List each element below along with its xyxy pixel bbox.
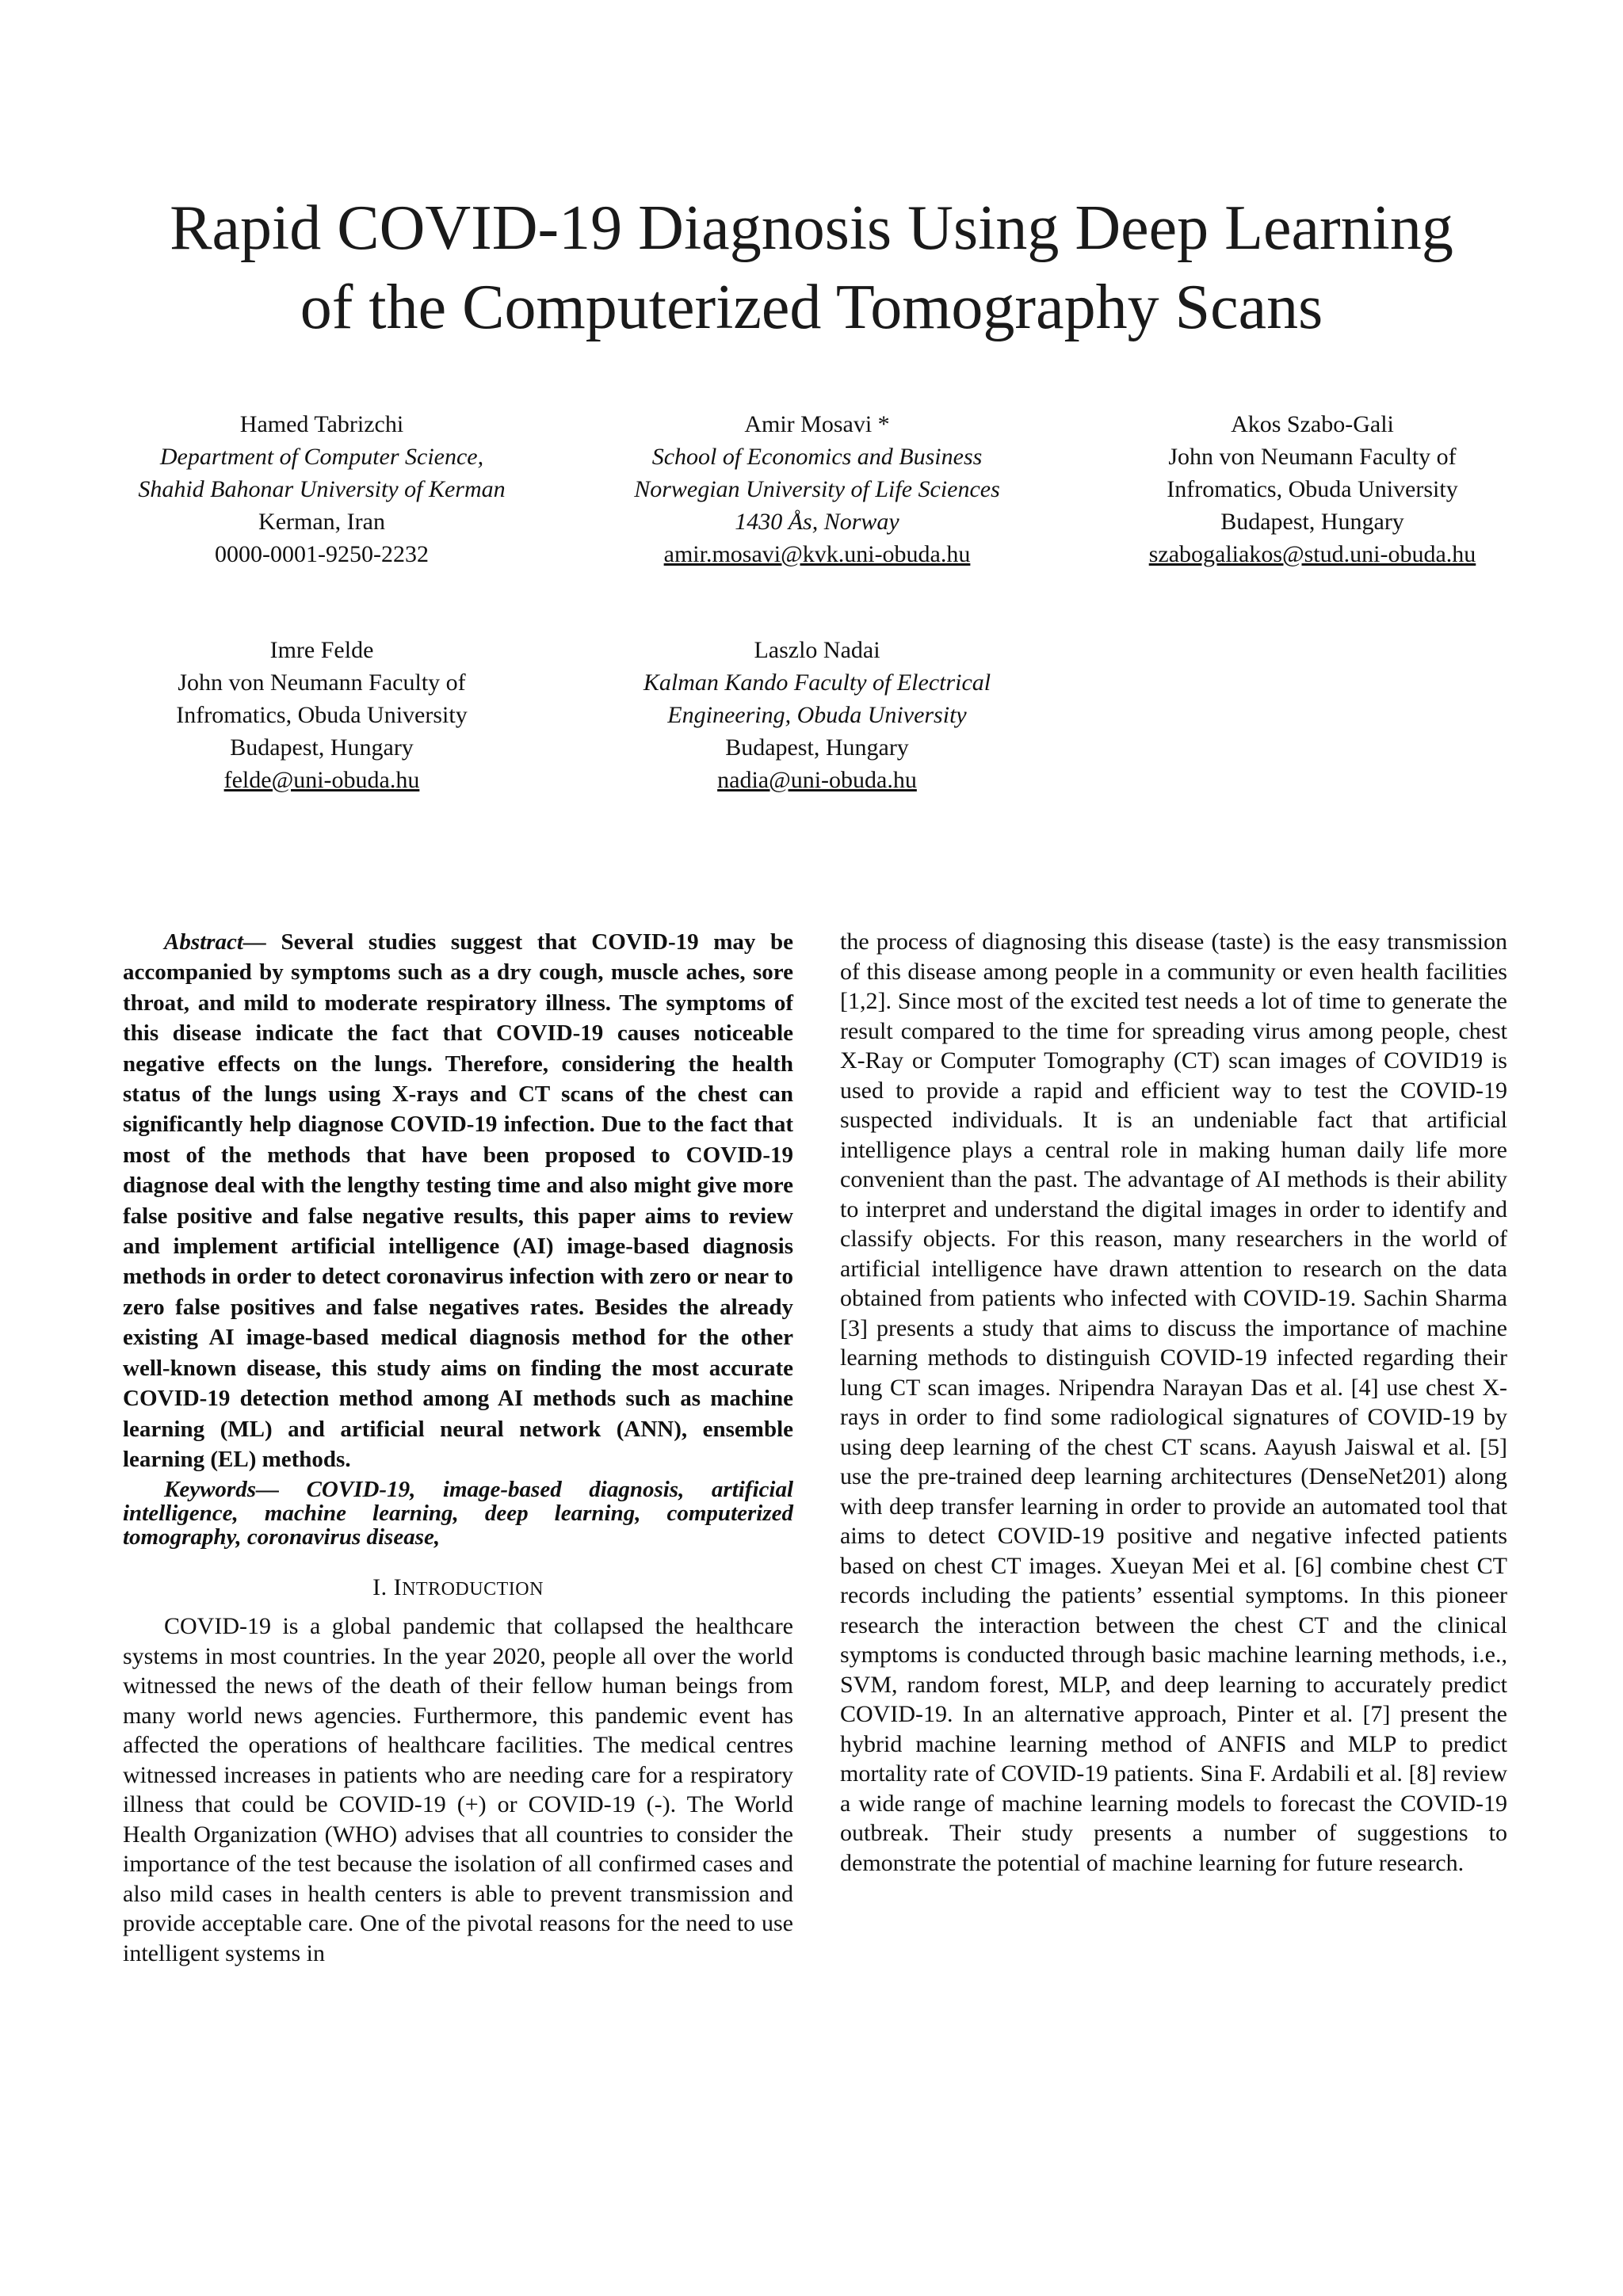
author-name: Imre Felde [269, 637, 374, 663]
author-block-tabrizchi [84, 408, 559, 570]
section-heading-introduction [123, 1573, 793, 1605]
author-location: Budapest, Hungary [230, 734, 414, 761]
author-email-link[interactable]: felde@uni-obuda.hu [223, 767, 420, 793]
author-block-felde [84, 634, 559, 796]
title-line-2: of the Computerized Tomography Scans [300, 273, 1323, 342]
author-block-szabo-gali [1075, 408, 1550, 570]
right-column [840, 927, 1507, 1878]
left-column [123, 927, 793, 1968]
author-name: Laszlo Nadai [754, 637, 880, 663]
author-location: 1430 Ås, Norway [735, 509, 899, 535]
paper-title [0, 189, 1623, 347]
section-number: I. [372, 1574, 388, 1601]
author-location: Budapest, Hungary [725, 734, 909, 761]
author-affiliation: Shahid Bahonar University of Kerman [138, 476, 506, 502]
author-affiliation: John von Neumann Faculty of [1168, 444, 1457, 470]
section-title-initial: I [393, 1574, 403, 1601]
author-affiliation: Department of Computer Science, [159, 444, 484, 470]
author-email-link[interactable]: szabogaliakos@stud.uni-obuda.hu [1148, 541, 1476, 567]
author-affiliation: Infromatics, Obuda University [1167, 476, 1458, 502]
author-affiliation: Kalman Kando Faculty of Electrical [643, 669, 991, 696]
section-title-rest: NTRODUCTION [402, 1579, 544, 1600]
abstract [123, 927, 793, 1474]
author-affiliation: Engineering, Obuda University [667, 702, 967, 728]
author-affiliation: Infromatics, Obuda University [176, 702, 468, 728]
author-location: Kerman, Iran [258, 509, 385, 535]
keywords [123, 1478, 793, 1549]
abstract-dash: — [242, 929, 266, 955]
author-affiliation: School of Economics and Business [651, 444, 983, 470]
author-block-mosavi [579, 408, 1055, 570]
abstract-text: Several studies suggest that COVID-19 may be accompanied by symptoms such as a dry cough, muscle aches, sore throat, and mild to moderate respiratory illness. The symptoms of this disease indicate the fact that COVID-19 causes noticeable negative effects on the lungs. Therefore, considering the health status of the lungs using X-rays and CT scans of the chest can significantly help diagnose COVID-19 infection. Due to the fact that most of the methods that have been proposed to COVID-19 diagnose deal with the lengthy testing time and also might give more false positive and false negative results, this paper aims to review and implement artificial intelligence (AI) image-based diagnosis methods in order to detect coronavirus infection with zero or near to zero false positives and false negatives rates. Besides the already existing AI image-based medical diagnosis method for the other well-known disease, this study aims on finding the most accurate COVID-19 detection method among AI methods such as machine learning (ML) and artificial neural network (ANN), ensemble learning (EL) methods. [123, 929, 794, 1472]
abstract-label: Abstract [164, 929, 243, 955]
author-block-nadai [579, 634, 1055, 796]
introduction-paragraph: COVID-19 is a global pandemic that collapsed the healthcare systems in most countries. In the year 2020, people all over the world witnessed the news of the death of their fellow human beings from many world news agencies. Furthermore, this pandemic event has affected the operations of healthcare facilities. The medical centres witnessed increases in patients who are needing care for a respiratory illness that could be COVID-19 (+) or COVID-19 (-). The World Health Organization (WHO) advises that all countries to consider the importance of the test because the isolation of all confirmed cases and also mild cases in health centers is able to prevent transmission and provide acceptable care. One of the pivotal reasons for the need to use intelligent systems in [123, 1613, 793, 1966]
author-orcid: 0000-0001-9250-2232 [215, 541, 429, 567]
author-location: Budapest, Hungary [1220, 509, 1404, 535]
introduction-continued-paragraph: the process of diagnosing this disease (taste) is the easy transmission of this disease among people in a community or even health facilities [1,2]. Since most of the excited test needs a lot of time to generate the result compared to the time for spreading virus among people, chest X-Ray or Computer Tomography (CT) scan images of COVID19 is used to provide a rapid and efficient way to test the COVID-19 suspected individuals. It is an undeniable fact that artificial intelligence plays a central role in making human daily life more convenient than the past. The advantage of AI methods is their ability to interpret and understand the digital images in order to identify and classify objects. For this reason, many researchers in the world of artificial intelligence have drawn attention to research on the data obtained from patients who infected with COVID-19. Sachin Sharma [3] presents a study that aims to discuss the importance of machine learning methods to distinguish COVID-19 infected regarding their lung CT scan images. Nripendra Narayan Das et al. [4] use chest X-rays in order to find some radiological signatures of COVID-19 by using deep learning of the chest CT scans. Aayush Jaiswal et al. [5] use the pre-trained deep learning architectures (DenseNet201) along with deep transfer learning in order to provide an automated tool that aims to detect COVID-19 positive and negative infected patients based on chest CT images. Xueyan Mei et al. [6] combine chest CT records including the patients’ essential symptoms. In this pioneer research the interaction between the chest CT and the clinical symptoms is conducted through basic machine learning methods, i.e., SVM, random forest, MLP, and deep learning to accurately predict COVID-19. In an alternative approach, Pinter et al. [7] present the hybrid machine learning method of ANFIS and MLP to predict mortality rate of COVID-19 patients. Sina F. Ardabili et al. [8] review a wide range of machine learning models to forecast the COVID-19 outbreak. Their study presents a number of suggestions to demonstrate the potential of machine learning for future research. [840, 929, 1507, 1876]
author-email-link[interactable]: nadia@uni-obuda.hu [717, 767, 917, 793]
author-name: Hamed Tabrizchi [239, 411, 404, 437]
keywords-text: COVID-19, image-based diagnosis, artificial intelligence, machine learning, deep learning, computerized tomography, coronavirus disease, [123, 1477, 794, 1550]
keywords-label: Keywords— [164, 1477, 279, 1503]
author-affiliation: John von Neumann Faculty of [178, 669, 466, 696]
title-line-1: Rapid COVID-19 Diagnosis Using Deep Learning [170, 193, 1453, 263]
author-name: Akos Szabo-Gali [1231, 411, 1394, 437]
author-affiliation: Norwegian University of Life Sciences [634, 476, 1000, 502]
author-name: Amir Mosavi * [744, 411, 890, 437]
author-email-link[interactable]: amir.mosavi@kvk.uni-obuda.hu [663, 541, 971, 567]
